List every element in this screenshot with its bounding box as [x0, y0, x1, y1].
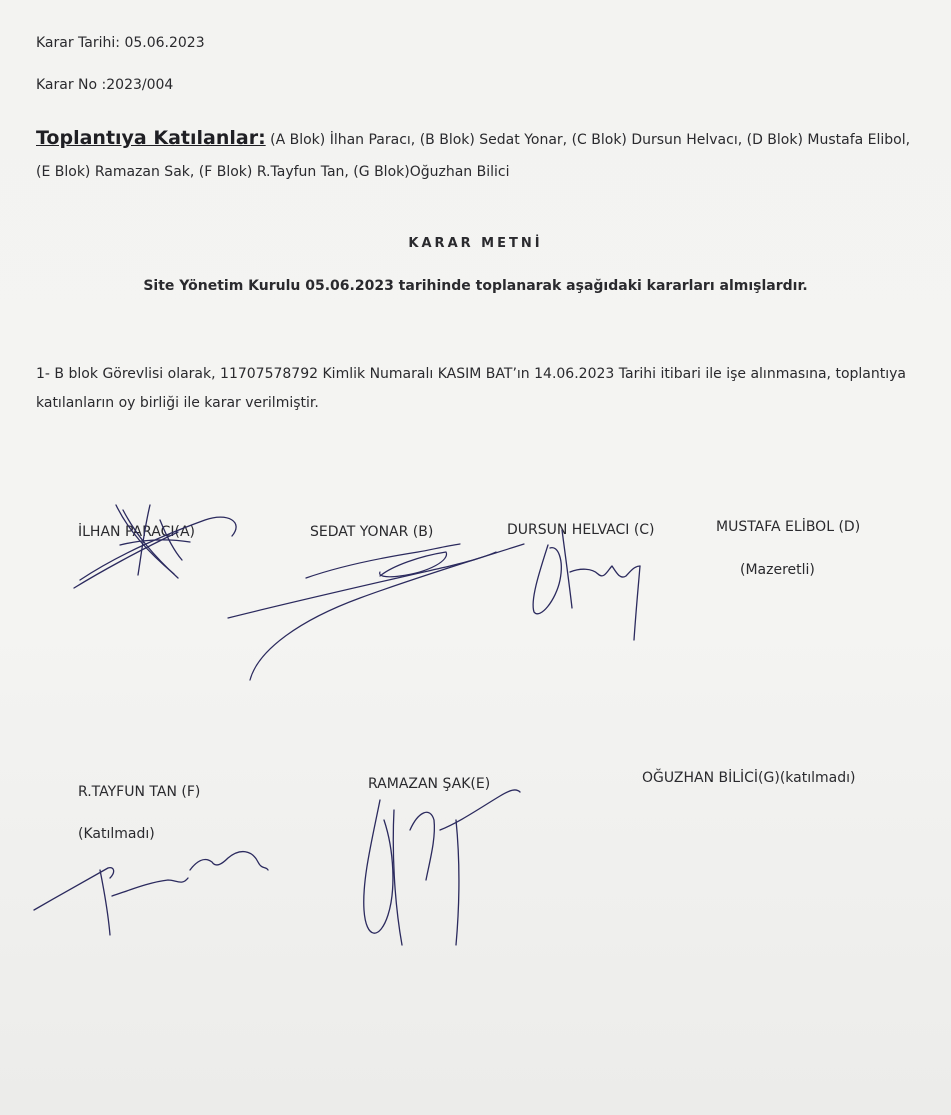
- signatory-tayfun: R.TAYFUN TAN (F): [78, 784, 201, 800]
- signatory-sedat: SEDAT YONAR (B): [310, 524, 434, 540]
- decision-number: Karar No :2023/004: [36, 77, 174, 93]
- attendees-label: Toplantıya Katılanlar:: [36, 127, 266, 149]
- signature-ramazan: [364, 790, 520, 945]
- signatory-dursun: DURSUN HELVACI (C): [507, 522, 655, 538]
- signature-dursun: [533, 530, 640, 640]
- signature-sedat: [228, 544, 524, 680]
- decision-item-1: 1- B blok Görevlisi olarak, 11707578792 Kimlik Numaralı KASIM BAT’ın 14.06.2023 Tarihi itibari ile işe alınmasına, toplantıya katılanların oy birliği ile karar verilmiştir.: [36, 366, 906, 411]
- signatory-mustafa-note: (Mazeretli): [740, 562, 815, 578]
- attendees-paragraph: [36, 122, 916, 188]
- signatory-tayfun-note: (Katılmadı): [78, 826, 155, 842]
- signatory-mustafa: MUSTAFA ELİBOL (D): [716, 519, 861, 535]
- signatory-oguzhan: OĞUZHAN BİLİCİ(G)(katılmadı): [642, 770, 856, 786]
- signatory-ramazan: RAMAZAN ŞAK(E): [368, 776, 491, 792]
- signature-tayfun: [34, 852, 268, 935]
- decision-date: Karar Tarihi: 05.06.2023: [36, 35, 205, 51]
- signatory-ilhan: İLHAN PARACI(A): [78, 524, 195, 540]
- attendees-list: (A Blok) İlhan Paracı, (B Blok) Sedat Yonar, (C Blok) Dursun Helvacı, (D Blok) Mustafa Elibol, (E Blok) Ramazan Sak, (F Blok) R.Tayfun Tan, (G Blok)Oğuzhan Bilici: [36, 132, 911, 180]
- document-subtitle: Site Yönetim Kurulu 05.06.2023 tarihinde toplanarak aşağıdaki kararları almışlardır.: [143, 278, 808, 294]
- signature-ilhan: [74, 505, 236, 588]
- document-title: KARAR METNİ: [408, 236, 543, 251]
